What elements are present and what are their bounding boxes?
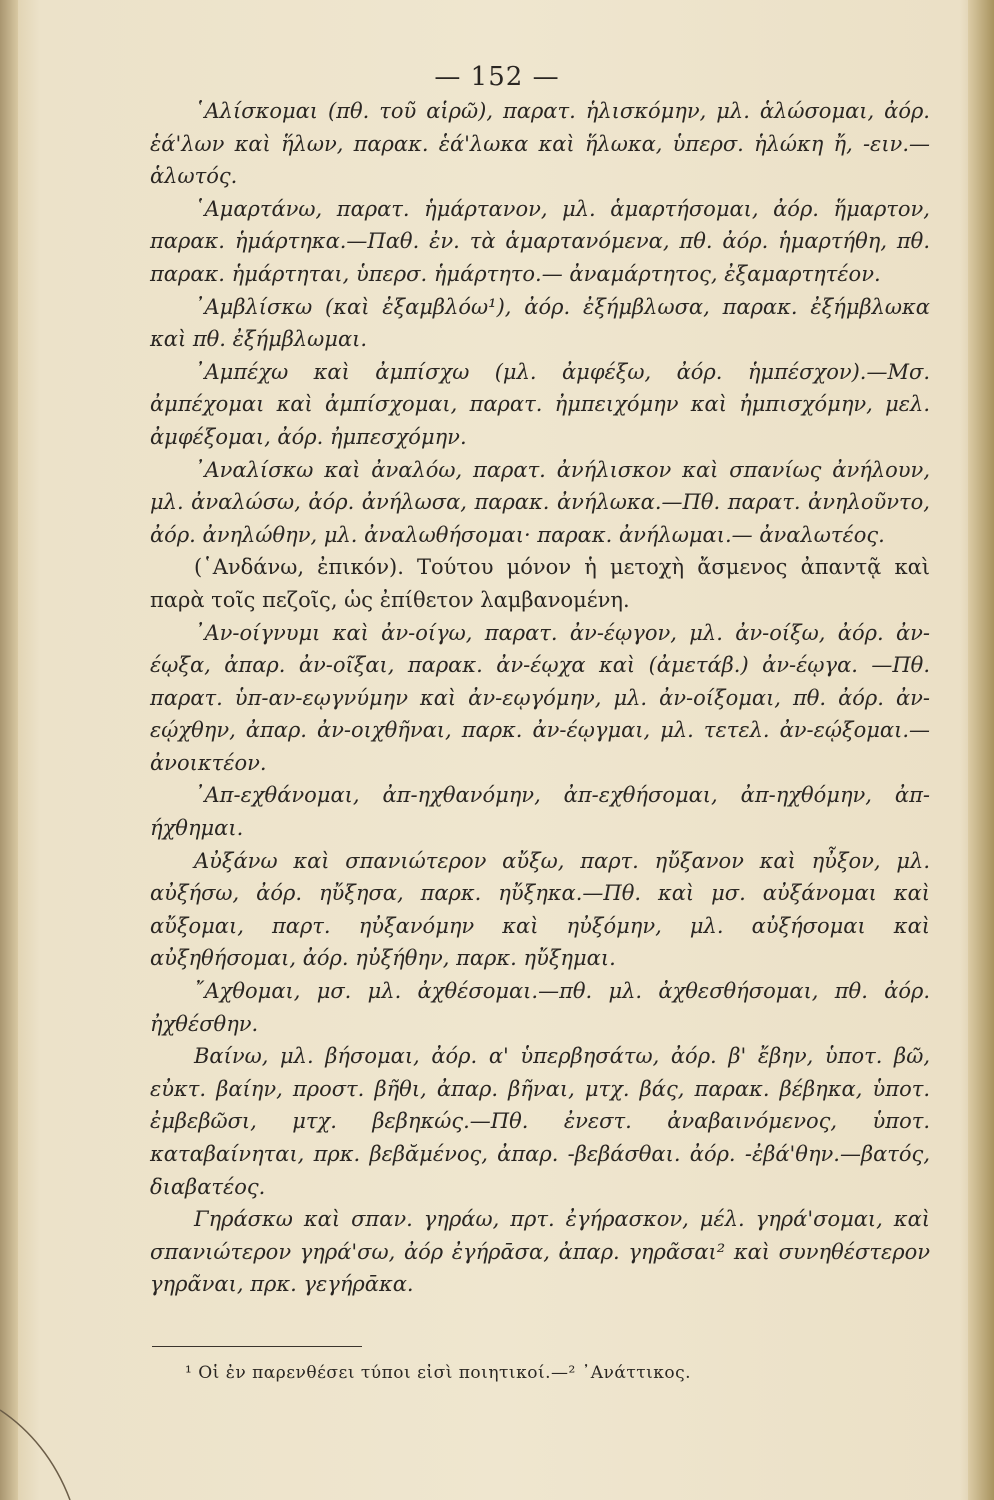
paragraph-analisko: ᾿Αναλίσκω καὶ ἀναλόω, παρατ. ἀνήλισκον καὶ σπανίως ἀνήλουν, μλ. ἀναλώσω, ἀόρ. ἀνήλωσα, παρακ. ἀνήλωκα.—Πθ. παρατ. ἀνηλοῦντο, ἀόρ. ἀνηλώθην, μλ. ἀναλωθήσομαι· παρακ. ἀνήλωμαι.— ἀναλωτέος. [150,457,930,547]
page-right-edge [968,0,994,1500]
main-text [150,95,930,1301]
paragraph-amartano: ῾Αμαρτάνω, παρατ. ἡμάρτανον, μλ. ἁμαρτήσομαι, ἀόρ. ἥμαρτον, παρακ. ἡμάρτηκα.—Παθ. ἐν. τὰ ἁμαρτανόμενα, πθ. ἀόρ. ἡμαρτήθη, πθ. παρακ. ἡμάρτηται, ὑπερσ. ἡμάρτητο.— ἀναμάρτητος, ἐξαμαρτητέον. [150,196,930,286]
paragraph-apechthanomai: ᾿Απ-εχθάνομαι, ἀπ-ηχθανόμην, ἀπ-εχθήσομαι, ἀπ-ηχθόμην, ἀπ-ήχθημαι. [150,783,930,841]
paragraph-aliskomai: ῾Αλίσκομαι (πθ. τοῦ αἱρῶ), παρατ. ἡλισκόμην, μλ. ἁλώσομαι, ἀόρ. ἑά'λων καὶ ἥλων, παρακ. ἑά'λωκα καὶ ἥλωκα, ὑπερσ. ἡλώκη ἤ, -ειν.—ἁλωτός. [150,99,930,189]
page-corner-curl [0,1390,90,1500]
footnote-rule [152,1346,362,1347]
paragraph-afxano: Αὐξάνω καὶ σπανιώτερον αὔξω, παρτ. ηὔξανον καὶ ηὖξον, μλ. αὐξήσω, ἀόρ. ηὔξησα, παρκ. ηὔξηκα.—Πθ. καὶ μσ. αὐξάνομαι καὶ αὔξομαι, παρτ. ηὐξανόμην καὶ ηὐξόμην, μλ. αὐξήσομαι καὶ αὐξηθήσομαι, ἀόρ. ηὐξήθην, παρκ. ηὔξημαι. [150,848,930,971]
paragraph-andano: (῾Ανδάνω, ἐπικόν). Τούτου μόνον ἡ μετοχὴ ἄσμενος ἀπαντᾷ καὶ παρὰ τοῖς πεζοῖς, ὡς ἐπίθετον λαμβανομένη. [150,555,930,612]
footnote: ¹ Οἱ ἐν παρενθέσει τύποι εἰσὶ ποιητικοί.—² ᾿Ανάττικος. [185,1363,692,1383]
page-left-edge [0,0,18,1500]
paragraph-giraskoo: Γηράσκω καὶ σπαν. γηράω, πρτ. ἐγήρασκον, μέλ. γηρά'σομαι, καὶ σπανιώτερον γηρά'σω, ἀόρ ἐγήρᾱσα, ἀπαρ. γηρᾶσαι² καὶ συνηθέστερον γηρᾶναι, πρκ. γεγήρᾱκα. [150,1207,930,1297]
paragraph-amvlisko: ᾿Αμβλίσκω (καὶ ἐξαμβλόω¹), ἀόρ. ἐξήμβλωσα, παρακ. ἐξήμβλωκα καὶ πθ. ἐξήμβλωμαι. [150,294,930,352]
paragraph-anoignymi: ᾿Αν-οίγνυμι καὶ ἀν-οίγω, παρατ. ἀν-έῳγον, μλ. ἀν-οίξω, ἀόρ. ἀν-έῳξα, ἀπαρ. ἀν-οῖξαι, παρακ. ἀν-έῳχα καὶ (ἀμετάβ.) ἀν-έῳγα. —Πθ. παρατ. ὑπ-αν-εῳγνύμην καὶ ἀν-εῳγόμην, μλ. ἀν-οίξομαι, πθ. ἀόρ. ἀν-εῴχθην, ἀπαρ. ἀν-οιχθῆναι, παρκ. ἀν-έῳγμαι, μλ. τετελ. ἀν-εῴξομαι.—ἀνοικτέον. [150,620,930,775]
paragraph-achthomai: ῎Αχθομαι, μσ. μλ. ἀχθέσομαι.—πθ. μλ. ἀχθεσθήσομαι, πθ. ἀόρ. ἠχθέσθην. [150,979,930,1036]
page-number: — 152 — [434,62,560,92]
paragraph-vaino: Βαίνω, μλ. βήσομαι, ἀόρ. α' ὑπερβησάτω, ἀόρ. β' ἔβην, ὑποτ. βῶ, εὐκτ. βαίην, προστ. βῆθι, ἀπαρ. βῆναι, μτχ. βάς, παρακ. βέβηκα, ὑποτ. ἐμβεβῶσι, μτχ. βεβηκώς.—Πθ. ἐνεστ. ἀναβαινόμενος, ὑποτ. καταβαίνηται, πρκ. βεβᾰμένος, ἀπαρ. -βεβάσθαι. ἀόρ. -ἐβά'θην.—βατός, διαβατέος. [150,1044,930,1199]
paragraph-ampecho: ᾿Αμπέχω καὶ ἀμπίσχω (μλ. ἀμφέξω, ἀόρ. ἡμπέσχον).—Μσ. ἀμπέχομαι καὶ ἀμπίσχομαι, παρατ. ἠμπειχόμην καὶ ἠμπισχόμην, μελ. ἀμφέξομαι, ἀόρ. ἠμπεσχόμην. [150,359,930,449]
